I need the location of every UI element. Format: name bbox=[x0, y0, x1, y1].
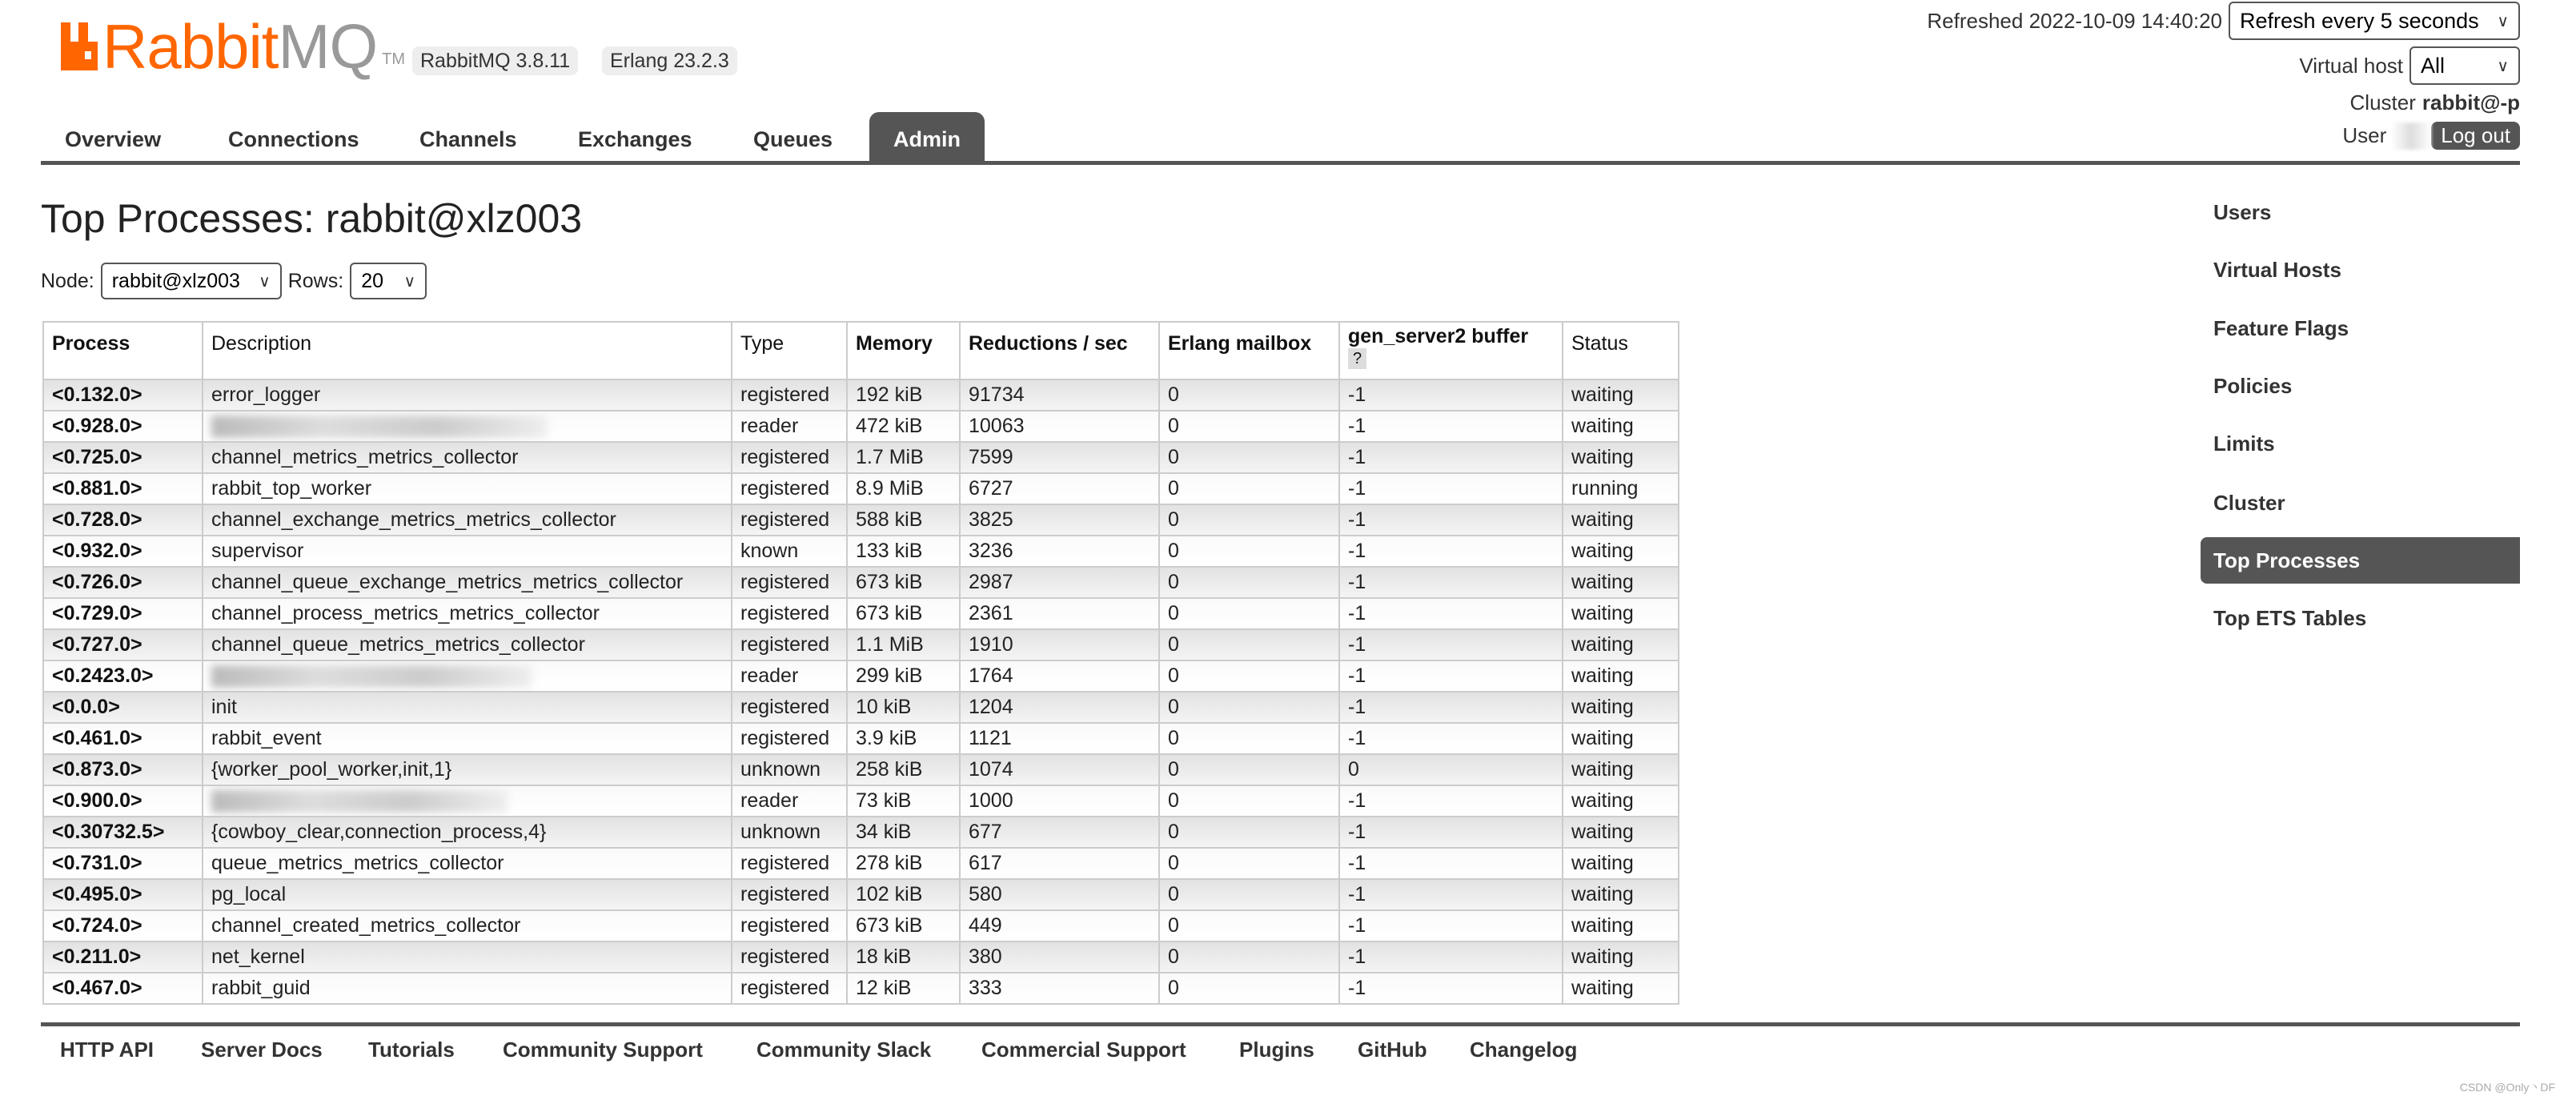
cell-description bbox=[203, 785, 732, 817]
cell-memory: 34 kiB bbox=[847, 817, 960, 848]
logout-button[interactable]: Log out bbox=[2431, 122, 2520, 150]
cell-mailbox: 0 bbox=[1159, 567, 1339, 598]
cell-buffer: -1 bbox=[1339, 910, 1563, 941]
cell-memory: 1.7 MiB bbox=[847, 442, 960, 473]
table-row[interactable] bbox=[43, 941, 1679, 973]
footer-divider bbox=[41, 1022, 2520, 1026]
top-processes-table bbox=[42, 321, 1679, 1005]
table-row[interactable] bbox=[43, 973, 1679, 1004]
cell-buffer: -1 bbox=[1339, 785, 1563, 817]
cell-process[interactable]: <0.727.0> bbox=[43, 629, 203, 660]
table-row[interactable] bbox=[43, 629, 1679, 660]
cell-description: error_logger bbox=[203, 379, 732, 411]
cell-buffer: -1 bbox=[1339, 473, 1563, 504]
cell-type: reader bbox=[732, 660, 847, 692]
cell-process[interactable]: <0.495.0> bbox=[43, 879, 203, 910]
cell-type: registered bbox=[732, 567, 847, 598]
col-reductions[interactable]: Reductions / sec bbox=[960, 322, 1159, 379]
vhost-label: Virtual host bbox=[2299, 53, 2403, 78]
footer-link-github[interactable]: GitHub bbox=[1358, 1038, 1427, 1062]
cell-status: waiting bbox=[1563, 723, 1679, 754]
cell-type: registered bbox=[732, 879, 847, 910]
cell-buffer: -1 bbox=[1339, 536, 1563, 567]
cell-description: pg_local bbox=[203, 879, 732, 910]
sidebar-item-policies[interactable]: Policies bbox=[2213, 374, 2293, 398]
cell-type: registered bbox=[732, 379, 847, 411]
tab-queues[interactable]: Queues bbox=[753, 127, 833, 151]
cell-reductions: 1074 bbox=[960, 754, 1159, 785]
cell-type: known bbox=[732, 536, 847, 567]
sidebar-item-feature-flags[interactable]: Feature Flags bbox=[2213, 316, 2349, 340]
cell-description: net_kernel bbox=[203, 941, 732, 973]
cell-reductions: 1764 bbox=[960, 660, 1159, 692]
cell-process[interactable]: <0.932.0> bbox=[43, 536, 203, 567]
cell-description: init bbox=[203, 692, 732, 723]
cell-buffer: 0 bbox=[1339, 754, 1563, 785]
cell-reductions: 2987 bbox=[960, 567, 1159, 598]
cell-memory: 1.1 MiB bbox=[847, 629, 960, 660]
cell-mailbox: 0 bbox=[1159, 754, 1339, 785]
cell-description: queue_metrics_metrics_collector bbox=[203, 848, 732, 879]
cell-mailbox: 0 bbox=[1159, 442, 1339, 473]
logo-tm: TM bbox=[382, 50, 406, 68]
footer-link-server-docs[interactable]: Server Docs bbox=[201, 1038, 323, 1062]
chevron-down-icon: ∨ bbox=[2497, 57, 2509, 75]
cell-memory: 133 kiB bbox=[847, 536, 960, 567]
cell-memory: 258 kiB bbox=[847, 754, 960, 785]
col-status: Status bbox=[1563, 322, 1679, 379]
cell-status: waiting bbox=[1563, 817, 1679, 848]
cell-mailbox: 0 bbox=[1159, 629, 1339, 660]
cell-memory: 299 kiB bbox=[847, 660, 960, 692]
cell-description: channel_queue_exchange_metrics_metrics_collector bbox=[203, 567, 732, 598]
logo-text-mq: MQ bbox=[278, 11, 378, 82]
cell-memory: 73 kiB bbox=[847, 785, 960, 817]
cell-memory: 10 kiB bbox=[847, 692, 960, 723]
cell-process[interactable]: <0.132.0> bbox=[43, 379, 203, 411]
cell-mailbox: 0 bbox=[1159, 973, 1339, 1004]
cell-description: channel_created_metrics_collector bbox=[203, 910, 732, 941]
sidebar-item-limits[interactable]: Limits bbox=[2213, 432, 2275, 456]
cell-reductions: 2361 bbox=[960, 598, 1159, 629]
table-row[interactable] bbox=[43, 598, 1679, 629]
logo-text-rabbit: Rabbit bbox=[102, 11, 279, 82]
cell-type: registered bbox=[732, 973, 847, 1004]
cell-reductions: 10063 bbox=[960, 411, 1159, 442]
col-gen-server2-buffer[interactable] bbox=[1339, 322, 1563, 379]
cell-buffer: -1 bbox=[1339, 973, 1563, 1004]
cell-status: waiting bbox=[1563, 504, 1679, 536]
cell-description: channel_process_metrics_metrics_collector bbox=[203, 598, 732, 629]
table-row[interactable] bbox=[43, 379, 1679, 411]
filters bbox=[41, 263, 427, 299]
cell-status: waiting bbox=[1563, 536, 1679, 567]
cell-reductions: 380 bbox=[960, 941, 1159, 973]
cell-memory: 278 kiB bbox=[847, 848, 960, 879]
cell-buffer: -1 bbox=[1339, 692, 1563, 723]
cell-mailbox: 0 bbox=[1159, 660, 1339, 692]
cell-memory: 12 kiB bbox=[847, 973, 960, 1004]
tab-exchanges[interactable]: Exchanges bbox=[578, 127, 692, 151]
cell-type: registered bbox=[732, 692, 847, 723]
cell-buffer: -1 bbox=[1339, 629, 1563, 660]
cell-buffer: -1 bbox=[1339, 848, 1563, 879]
cell-type: registered bbox=[732, 629, 847, 660]
erlang-badge: Erlang 23.2.3 bbox=[602, 46, 737, 75]
cell-process[interactable]: <0.211.0> bbox=[43, 941, 203, 973]
cell-reductions: 677 bbox=[960, 817, 1159, 848]
table-row[interactable] bbox=[43, 848, 1679, 879]
footer-link-changelog[interactable]: Changelog bbox=[1470, 1038, 1578, 1062]
chevron-down-icon: ∨ bbox=[2497, 12, 2509, 30]
cell-description: rabbit_top_worker bbox=[203, 473, 732, 504]
cell-status: waiting bbox=[1563, 379, 1679, 411]
cell-buffer: -1 bbox=[1339, 941, 1563, 973]
cell-reductions: 1204 bbox=[960, 692, 1159, 723]
col-mailbox[interactable]: Erlang mailbox bbox=[1159, 322, 1339, 379]
cell-status: waiting bbox=[1563, 910, 1679, 941]
table-row[interactable] bbox=[43, 910, 1679, 941]
cell-memory: 673 kiB bbox=[847, 910, 960, 941]
watermark: CSDN @Only丶DF bbox=[2459, 1081, 2555, 1094]
cell-type: registered bbox=[732, 723, 847, 754]
redacted-description bbox=[211, 790, 508, 813]
cell-buffer: -1 bbox=[1339, 504, 1563, 536]
cell-type: unknown bbox=[732, 754, 847, 785]
footer-link-tutorials[interactable]: Tutorials bbox=[368, 1038, 455, 1062]
version-badge: RabbitMQ 3.8.11 bbox=[412, 46, 578, 75]
table-row[interactable] bbox=[43, 879, 1679, 910]
cell-mailbox: 0 bbox=[1159, 536, 1339, 567]
cell-process[interactable]: <0.728.0> bbox=[43, 504, 203, 536]
sidebar-item-virtual-hosts[interactable]: Virtual Hosts bbox=[2213, 258, 2341, 282]
chevron-down-icon: ∨ bbox=[403, 272, 416, 291]
cell-description bbox=[203, 660, 732, 692]
rows-label: Rows: bbox=[287, 269, 344, 292]
cell-process[interactable]: <0.900.0> bbox=[43, 785, 203, 817]
table-row[interactable] bbox=[43, 536, 1679, 567]
footer-link-community-slack[interactable]: Community Slack bbox=[756, 1038, 932, 1062]
tab-admin[interactable]: Admin bbox=[869, 112, 985, 161]
cell-memory: 673 kiB bbox=[847, 567, 960, 598]
cell-memory: 192 kiB bbox=[847, 379, 960, 411]
cell-reductions: 7599 bbox=[960, 442, 1159, 473]
table-row[interactable] bbox=[43, 504, 1679, 536]
cell-memory: 8.9 MiB bbox=[847, 473, 960, 504]
cell-description: {worker_pool_worker,init,1} bbox=[203, 754, 732, 785]
cell-reductions: 1000 bbox=[960, 785, 1159, 817]
cell-buffer: -1 bbox=[1339, 598, 1563, 629]
cell-status: waiting bbox=[1563, 941, 1679, 973]
cell-reductions: 91734 bbox=[960, 379, 1159, 411]
cell-status: waiting bbox=[1563, 754, 1679, 785]
vhost-select[interactable] bbox=[2409, 46, 2520, 85]
cell-process[interactable]: <0.729.0> bbox=[43, 598, 203, 629]
table-row[interactable] bbox=[43, 567, 1679, 598]
cell-status: running bbox=[1563, 473, 1679, 504]
redacted-description bbox=[211, 416, 548, 438]
table-row[interactable] bbox=[43, 692, 1679, 723]
cell-description bbox=[203, 411, 732, 442]
rabbit-logo-icon bbox=[61, 22, 98, 70]
cluster-name: rabbit@-p bbox=[2422, 90, 2520, 114]
cell-process[interactable]: <0.0.0> bbox=[43, 692, 203, 723]
cell-buffer: -1 bbox=[1339, 817, 1563, 848]
cell-type: unknown bbox=[732, 817, 847, 848]
page-title: Top Processes: rabbit@xlz003 bbox=[41, 196, 583, 241]
col-memory[interactable]: Memory bbox=[847, 322, 960, 379]
cell-reductions: 1121 bbox=[960, 723, 1159, 754]
cell-type: registered bbox=[732, 473, 847, 504]
cell-type: registered bbox=[732, 598, 847, 629]
cell-buffer: -1 bbox=[1339, 442, 1563, 473]
cell-status: waiting bbox=[1563, 848, 1679, 879]
cell-description: channel_metrics_metrics_collector bbox=[203, 442, 732, 473]
cell-process[interactable]: <0.881.0> bbox=[43, 473, 203, 504]
cell-buffer: -1 bbox=[1339, 379, 1563, 411]
refresh-select-value: Refresh every 5 seconds bbox=[2240, 8, 2479, 33]
cell-description: channel_exchange_metrics_metrics_collector bbox=[203, 504, 732, 536]
cell-mailbox: 0 bbox=[1159, 473, 1339, 504]
cell-mailbox: 0 bbox=[1159, 598, 1339, 629]
cell-type: registered bbox=[732, 848, 847, 879]
cell-reductions: 6727 bbox=[960, 473, 1159, 504]
table-row[interactable] bbox=[43, 723, 1679, 754]
cell-process[interactable]: <0.726.0> bbox=[43, 567, 203, 598]
col-process[interactable]: Process bbox=[43, 322, 203, 379]
cell-memory: 102 kiB bbox=[847, 879, 960, 910]
table-row[interactable] bbox=[43, 660, 1679, 692]
cell-status: waiting bbox=[1563, 567, 1679, 598]
cell-status: waiting bbox=[1563, 785, 1679, 817]
vhost-select-value: All bbox=[2421, 53, 2446, 78]
cell-reductions: 3825 bbox=[960, 504, 1159, 536]
cell-description: {cowboy_clear,connection_process,4} bbox=[203, 817, 732, 848]
cell-type: reader bbox=[732, 411, 847, 442]
cell-memory: 3.9 kiB bbox=[847, 723, 960, 754]
cell-buffer: -1 bbox=[1339, 567, 1563, 598]
sidebar-item-top-ets-tables[interactable]: Top ETS Tables bbox=[2213, 606, 2367, 630]
table-row[interactable] bbox=[43, 473, 1679, 504]
cell-type: registered bbox=[732, 504, 847, 536]
table-row[interactable] bbox=[43, 817, 1679, 848]
cell-mailbox: 0 bbox=[1159, 379, 1339, 411]
footer-link-http-api[interactable]: HTTP API bbox=[60, 1038, 154, 1062]
cell-memory: 673 kiB bbox=[847, 598, 960, 629]
rabbitmq-logo[interactable] bbox=[61, 11, 406, 82]
cell-process[interactable]: <0.928.0> bbox=[43, 411, 203, 442]
vhost-area bbox=[2299, 46, 2520, 85]
cell-description: supervisor bbox=[203, 536, 732, 567]
cell-process[interactable]: <0.2423.0> bbox=[43, 660, 203, 692]
cell-description: rabbit_guid bbox=[203, 973, 732, 1004]
node-select[interactable] bbox=[101, 263, 282, 299]
cell-reductions: 449 bbox=[960, 910, 1159, 941]
cell-mailbox: 0 bbox=[1159, 941, 1339, 973]
cell-mailbox: 0 bbox=[1159, 692, 1339, 723]
sidebar-item-users[interactable]: Users bbox=[2213, 200, 2272, 224]
tab-channels[interactable]: Channels bbox=[419, 127, 517, 151]
cell-reductions: 617 bbox=[960, 848, 1159, 879]
cell-reductions: 333 bbox=[960, 973, 1159, 1004]
cell-mailbox: 0 bbox=[1159, 817, 1339, 848]
cell-mailbox: 0 bbox=[1159, 879, 1339, 910]
cell-process[interactable]: <0.461.0> bbox=[43, 723, 203, 754]
node-select-value: rabbit@xlz003 bbox=[111, 269, 240, 292]
chevron-down-icon: ∨ bbox=[259, 272, 271, 291]
cell-status: waiting bbox=[1563, 879, 1679, 910]
cell-process[interactable]: <0.724.0> bbox=[43, 910, 203, 941]
rows-select-value: 20 bbox=[361, 269, 383, 292]
cell-type: registered bbox=[732, 442, 847, 473]
user-label: User bbox=[2342, 123, 2387, 147]
cell-buffer: -1 bbox=[1339, 660, 1563, 692]
cell-mailbox: 0 bbox=[1159, 910, 1339, 941]
table-row[interactable] bbox=[43, 442, 1679, 473]
cell-type: registered bbox=[732, 941, 847, 973]
cell-memory: 18 kiB bbox=[847, 941, 960, 973]
cell-type: reader bbox=[732, 785, 847, 817]
cell-reductions: 1910 bbox=[960, 629, 1159, 660]
table-header-row bbox=[43, 322, 1679, 379]
cell-mailbox: 0 bbox=[1159, 785, 1339, 817]
col-description: Description bbox=[203, 322, 732, 379]
col-gen-server2-label: gen_server2 buffer bbox=[1348, 325, 1529, 347]
cell-type: registered bbox=[732, 910, 847, 941]
cell-status: waiting bbox=[1563, 660, 1679, 692]
tab-overview[interactable]: Overview bbox=[65, 127, 162, 151]
sidebar-item-top-processes[interactable]: Top Processes bbox=[2201, 537, 2520, 584]
col-type: Type bbox=[732, 322, 847, 379]
sidebar-item-cluster[interactable]: Cluster bbox=[2213, 491, 2285, 515]
footer-link-community-support[interactable]: Community Support bbox=[503, 1038, 703, 1062]
cell-buffer: -1 bbox=[1339, 411, 1563, 442]
cluster-label: Cluster bbox=[2349, 90, 2416, 114]
cell-description: rabbit_event bbox=[203, 723, 732, 754]
table-row[interactable] bbox=[43, 785, 1679, 817]
cell-process[interactable]: <0.725.0> bbox=[43, 442, 203, 473]
cell-mailbox: 0 bbox=[1159, 504, 1339, 536]
cell-buffer: -1 bbox=[1339, 879, 1563, 910]
cell-memory: 588 kiB bbox=[847, 504, 960, 536]
cell-status: waiting bbox=[1563, 598, 1679, 629]
table-row[interactable] bbox=[43, 754, 1679, 785]
node-label: Node: bbox=[41, 269, 94, 292]
cell-process[interactable]: <0.731.0> bbox=[43, 848, 203, 879]
cell-mailbox: 0 bbox=[1159, 723, 1339, 754]
help-icon[interactable]: ? bbox=[1348, 348, 1366, 369]
redacted-description bbox=[211, 665, 532, 688]
table-row[interactable] bbox=[43, 411, 1679, 442]
cell-mailbox: 0 bbox=[1159, 848, 1339, 879]
refresh-area bbox=[1927, 2, 2520, 40]
cell-status: waiting bbox=[1563, 411, 1679, 442]
cell-buffer: -1 bbox=[1339, 723, 1563, 754]
cell-status: waiting bbox=[1563, 442, 1679, 473]
refresh-interval-select[interactable] bbox=[2229, 2, 2520, 40]
footer-link-commercial-support[interactable]: Commercial Support bbox=[981, 1038, 1186, 1062]
cell-process[interactable]: <0.873.0> bbox=[43, 754, 203, 785]
cell-mailbox: 0 bbox=[1159, 411, 1339, 442]
tab-connections[interactable]: Connections bbox=[228, 127, 359, 151]
cell-process[interactable]: <0.30732.5> bbox=[43, 817, 203, 848]
cell-process[interactable]: <0.467.0> bbox=[43, 973, 203, 1004]
cell-description: channel_queue_metrics_metrics_collector bbox=[203, 629, 732, 660]
cell-reductions: 3236 bbox=[960, 536, 1159, 567]
footer-link-plugins[interactable]: Plugins bbox=[1239, 1038, 1314, 1062]
cell-status: waiting bbox=[1563, 973, 1679, 1004]
refreshed-time: Refreshed 2022-10-09 14:40:20 bbox=[1927, 8, 2222, 33]
cell-reductions: 580 bbox=[960, 879, 1159, 910]
cell-memory: 472 kiB bbox=[847, 411, 960, 442]
cell-status: waiting bbox=[1563, 629, 1679, 660]
rows-select[interactable] bbox=[350, 263, 427, 299]
main-nav bbox=[41, 112, 2520, 165]
cell-status: waiting bbox=[1563, 692, 1679, 723]
